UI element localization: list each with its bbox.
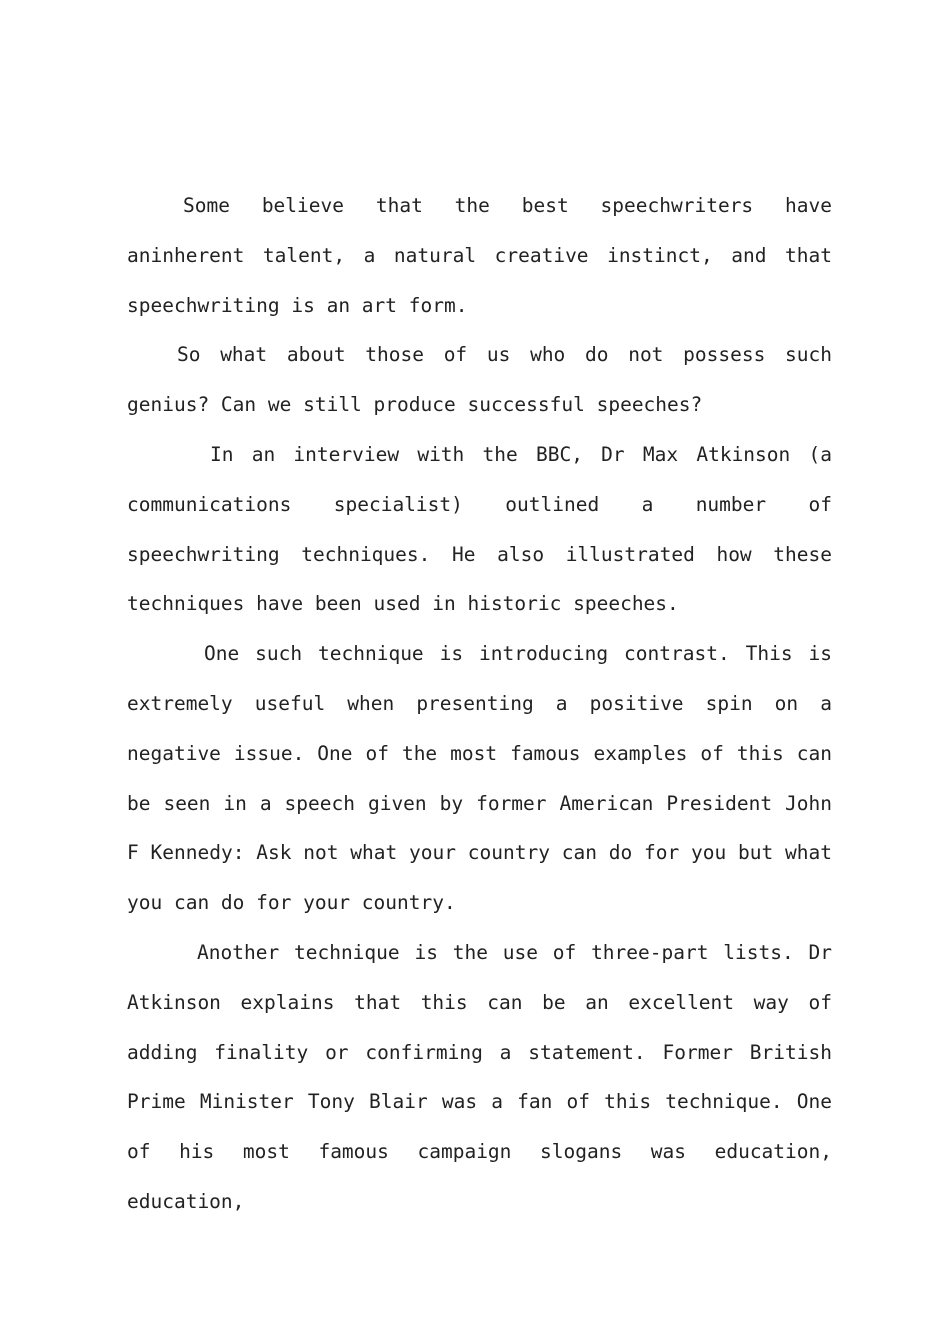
paragraph-1: Some believe that the best speechwriters have aninherent talent, a natural creative instinct, and that speechwriting is an art form. (127, 194, 832, 317)
document-body (127, 181, 832, 1227)
paragraph-3: In an interview with the BBC, Dr Max Atkinson (a communications specialist) outlined a number of speechwriting techniques. He also illustrated how these techniques have been used in historic speeches. (127, 442, 832, 616)
paragraph-2: So what about those of us who do not possess such genius? Can we still produce successful speeches? (127, 343, 832, 417)
paragraph-5: Another technique is the use of three-part lists. Dr Atkinson explains that this can be an excellent way of adding finality or confirming a statement. Former British Prime Minister Tony Blair was a fan of this technique. One of his most famous campaign slogans was education, education, (127, 940, 832, 1213)
paragraph-4: One such technique is introducing contrast. This is extremely useful when presenting a positive spin on a negative issue. One of the most famous examples of this can be seen in a speech given by former American President John F Kennedy: Ask not what your country can do for you but what you can do for your country. (127, 642, 832, 915)
